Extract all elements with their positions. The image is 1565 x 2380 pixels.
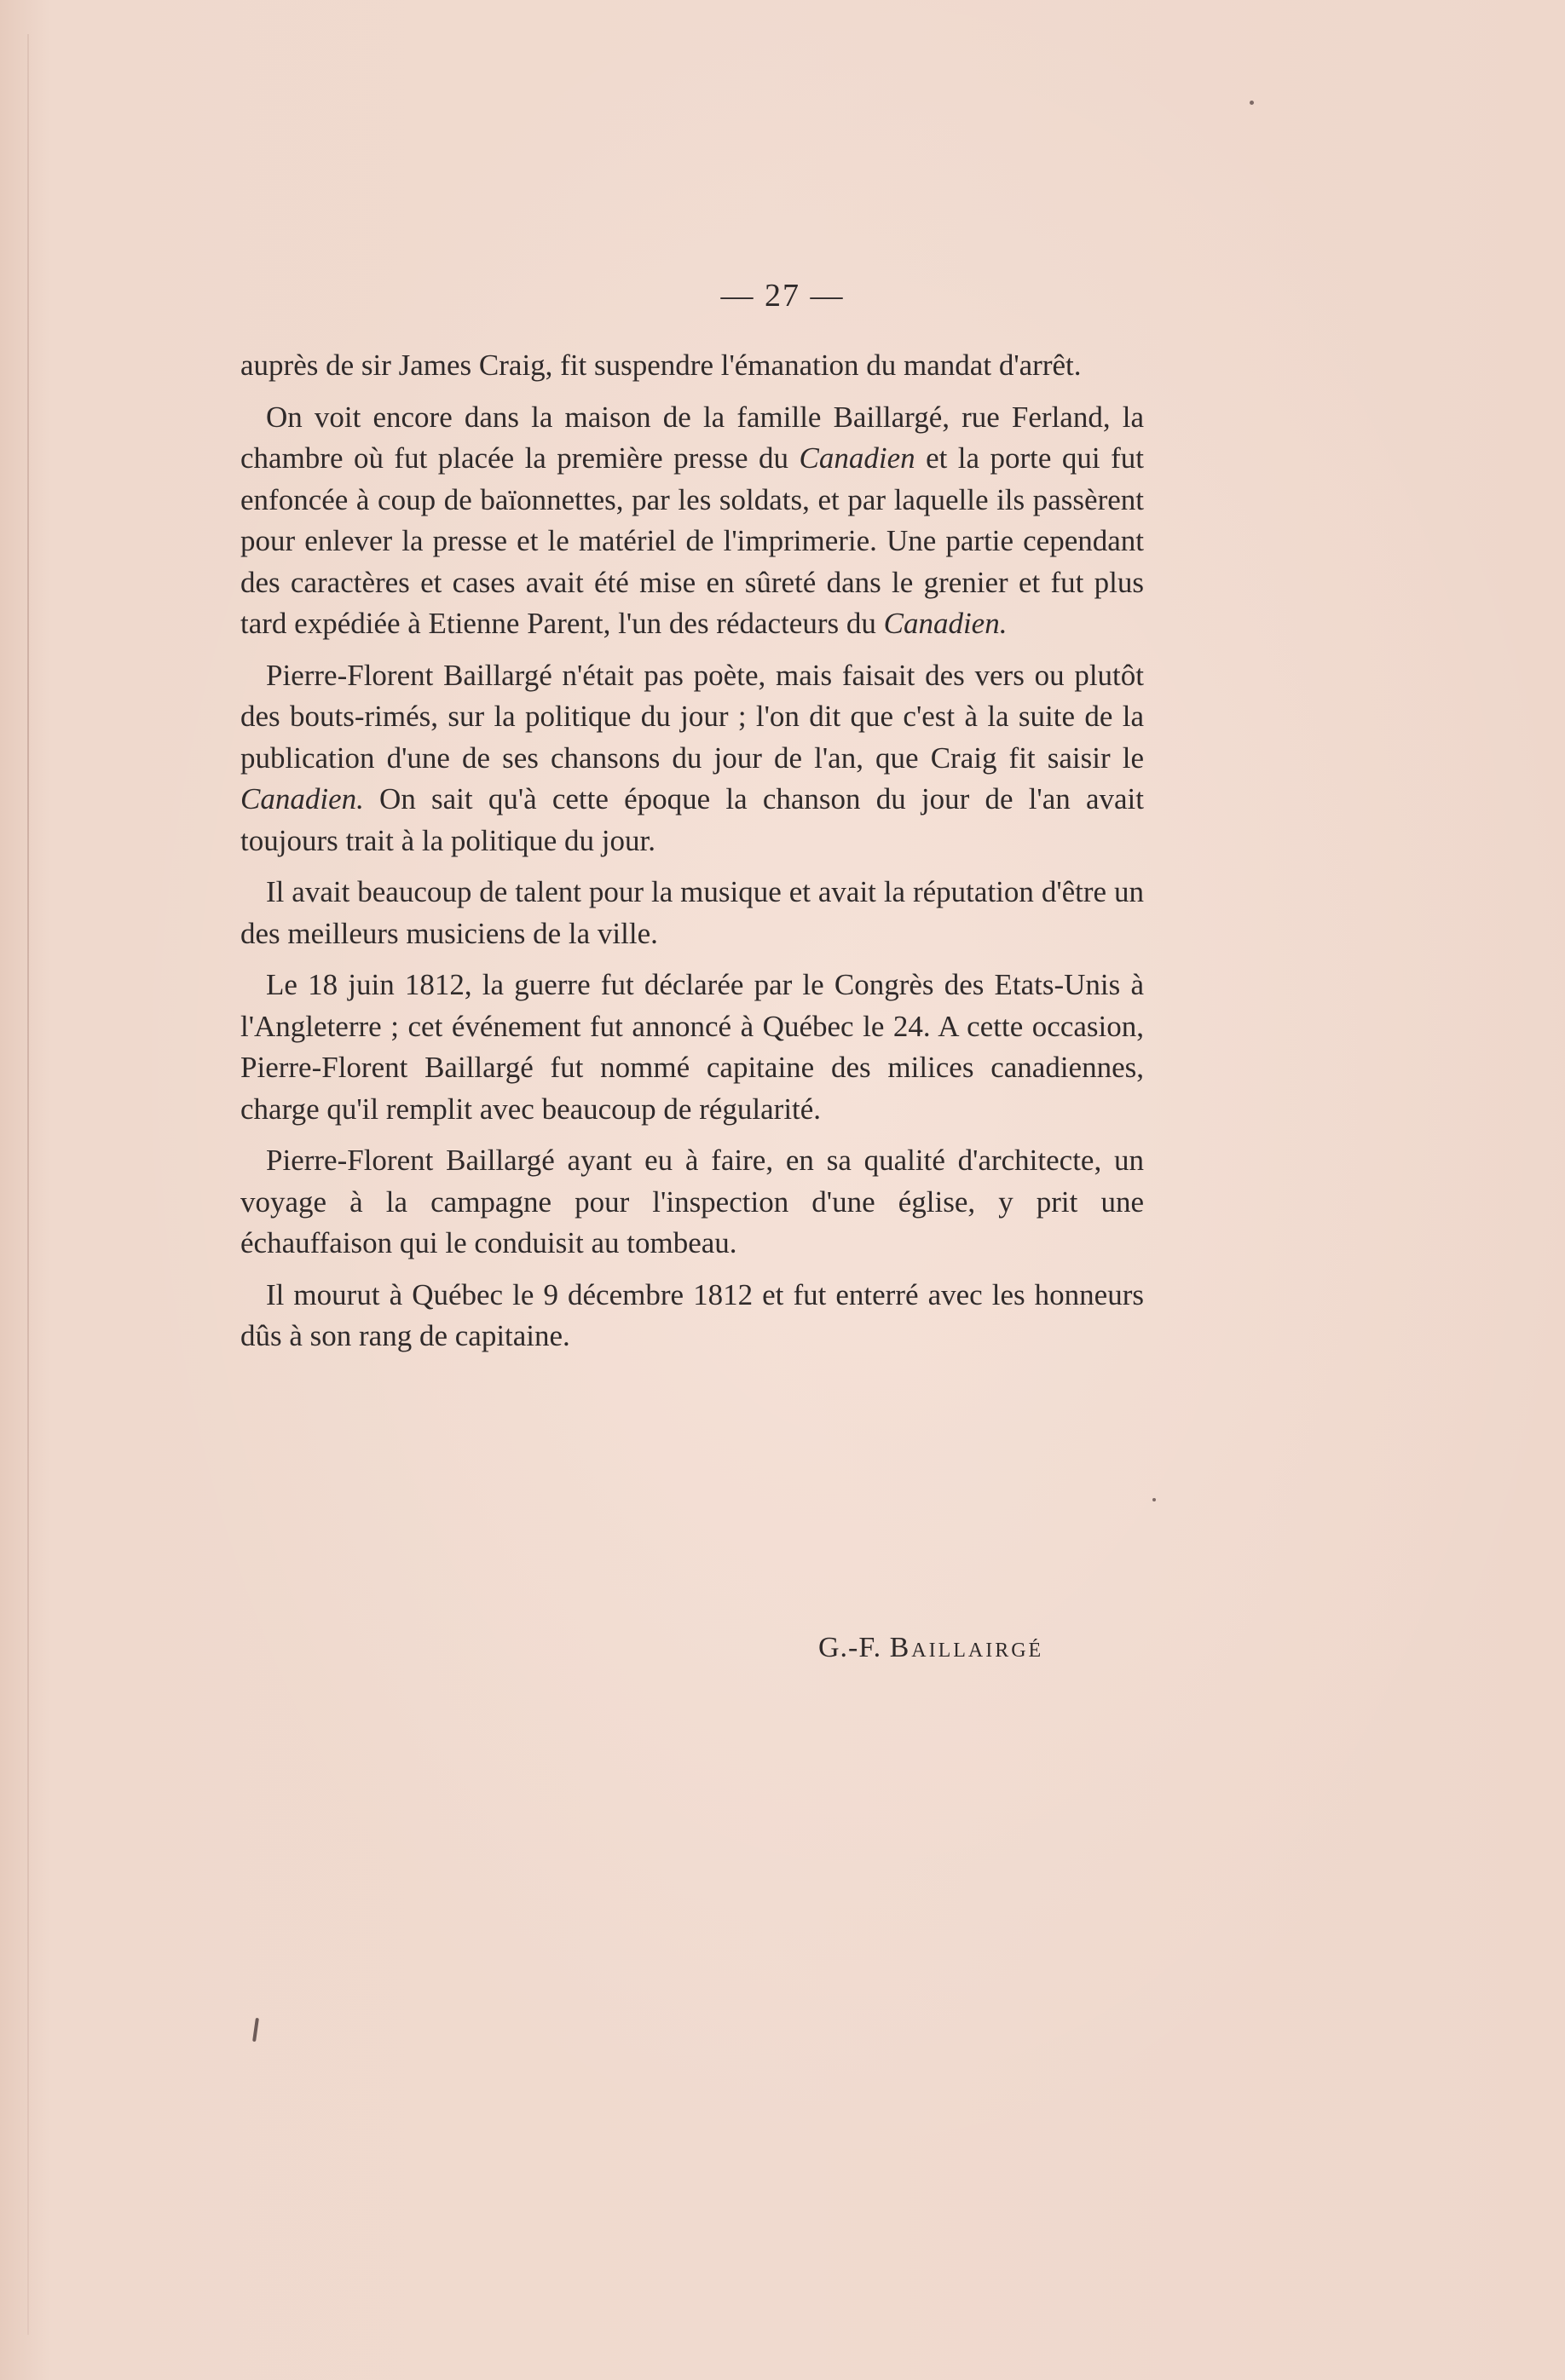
signature-surname: Baillairgé [889,1632,1044,1663]
text-run: Pierre-Florent Baillargé ayant eu à faire, en sa qualité d'architecte, un voyage à la campagne pour l'inspection d'une église, y prit une échauffaison qui le conduisit au tombeau. [240,1144,1144,1259]
body-text [240,345,1144,1368]
paragraph [240,1140,1144,1265]
text-run: Pierre-Florent Baillargé n'était pas poète, mais faisait des vers ou plutôt des bouts-rimés, sur la politique du jour ; l'on dit que c'est à la suite de la publication d'une de ses chansons du jour de l'an, que Craig fit saisir le [240,658,1144,775]
text-run: On voit encore dans la maison de la famille Baillargé, rue Ferland, la chambre où fut placée la première presse du [240,400,1144,475]
binding-gutter [27,34,29,2335]
paragraph [240,965,1144,1130]
paper-speck [1152,1498,1156,1501]
text-run: Le 18 juin 1812, la guerre fut déclarée par le Congrès des Etats-Unis à l'Angleterre ; cet événement fut annoncé à Québec le 24. A cette occasion, Pierre-Florent Baillargé fut nommé capitaine des milices canadiennes, charge qu'il remplit avec beaucoup de régularité. [240,968,1144,1126]
text-run: On sait qu'à cette époque la chanson du jour de l'an avait toujours trait à la politique du jour. [240,782,1144,857]
paragraph [240,397,1144,645]
signature [818,1632,1043,1664]
italic-text-run: Canadien. [240,782,364,815]
italic-text-run: Canadien. [883,607,1008,640]
signature-initials: G.-F. [818,1632,882,1663]
paragraph [240,345,1144,387]
text-run: Il avait beaucoup de talent pour la musique et avait la réputation d'être un des meilleurs musiciens de la ville. [240,875,1144,950]
text-run: auprès de sir James Craig, fit suspendre l'émanation du mandat d'arrêt. [240,349,1082,382]
text-run: et la porte qui fut enfoncée à coup de baïonnettes, par les soldats, et par laquelle ils passèrent pour enlever la presse et le matériel de l'imprimerie. Une partie cependant des caractères et cases avait été mise en sûreté dans le grenier et fut plus tard expédiée à Etienne Parent, l'un des rédacteurs du [240,441,1144,640]
paragraph [240,872,1144,954]
paragraph [240,655,1144,862]
paper-speck [1250,101,1254,105]
page-number: — 27 — [720,278,845,314]
text-run: Il mourut à Québec le 9 décembre 1812 et fut enterré avec les honneurs dûs à son rang de capitaine. [240,1277,1144,1352]
ink-mark [252,2018,259,2042]
italic-text-run: Canadien [799,441,915,475]
paragraph [240,1275,1144,1357]
